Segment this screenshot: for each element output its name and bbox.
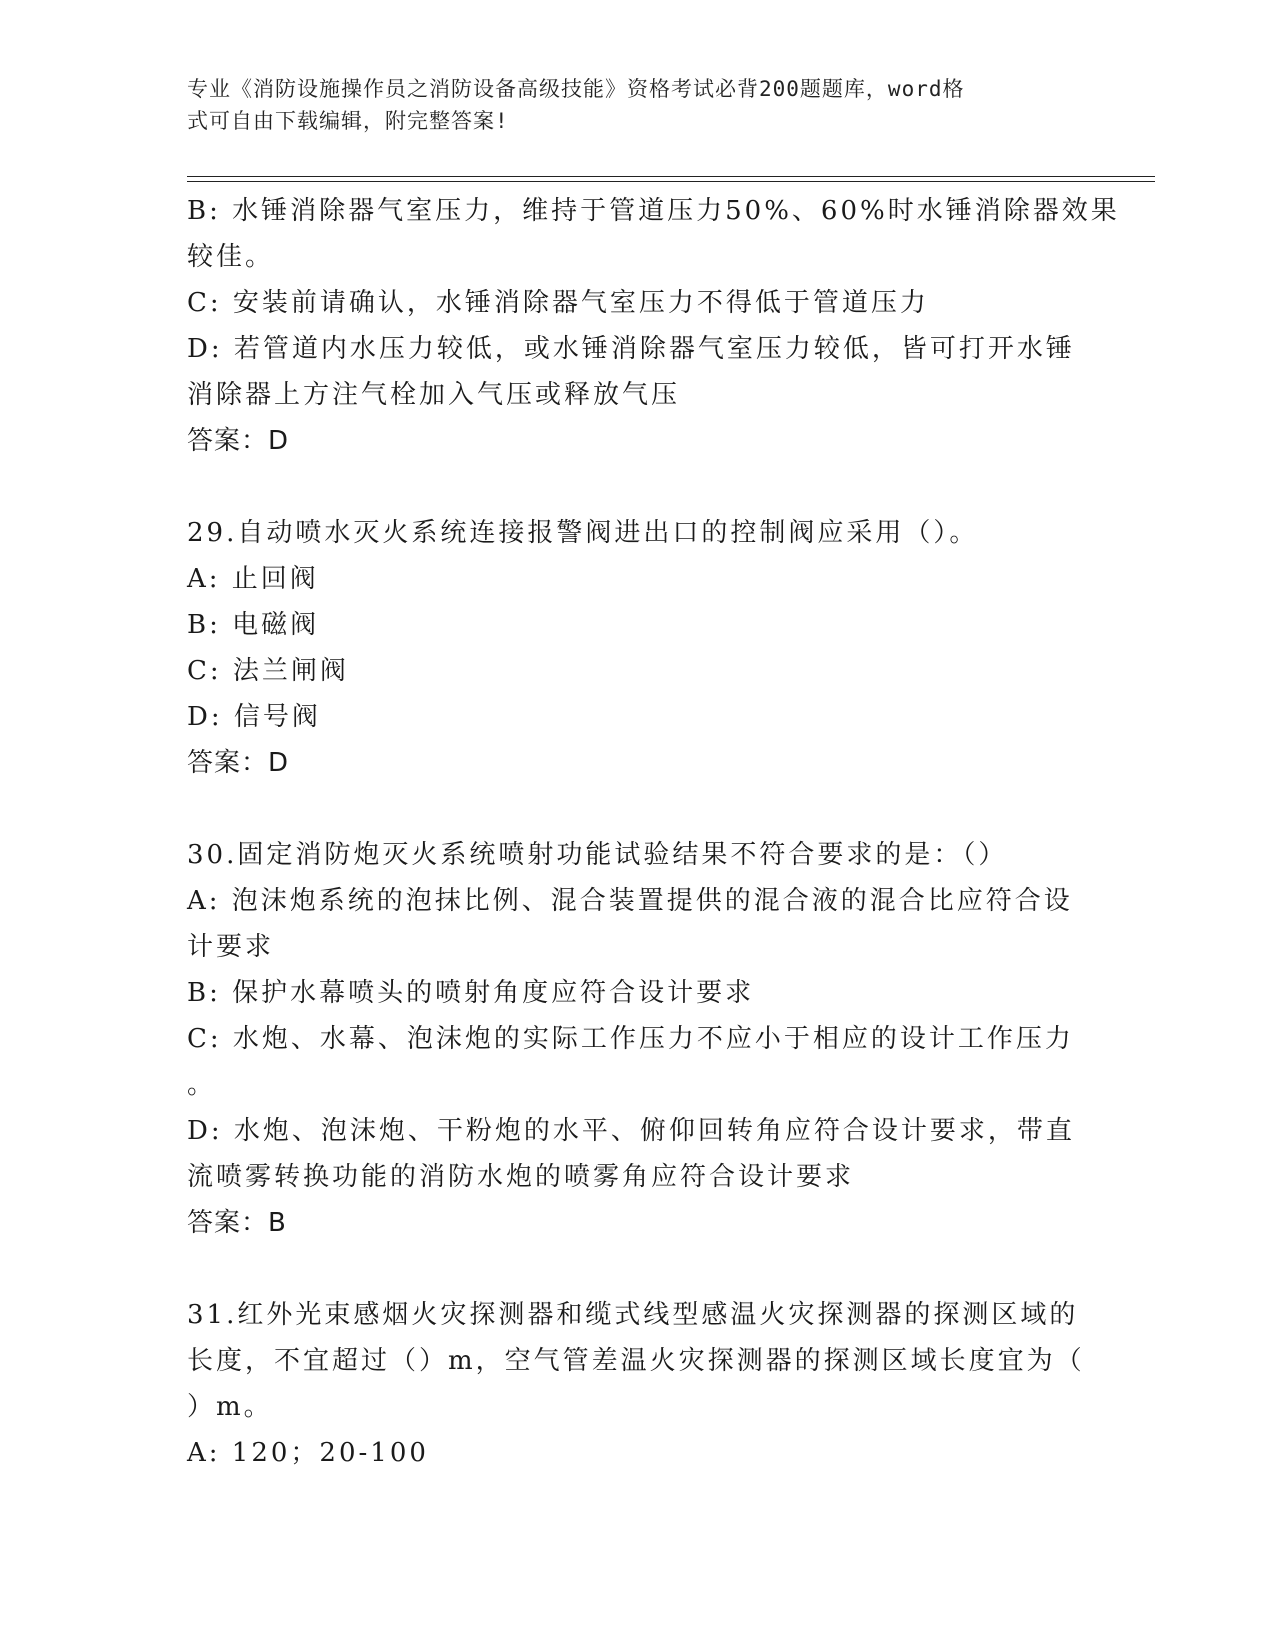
spacer [187, 464, 1087, 510]
option-d-line-2: 消除器上方注气栓加入气压或释放气压 [187, 380, 681, 410]
header-divider-top [187, 176, 1155, 177]
option-c-line-1: C: 水炮、水幕、泡沫炮的实际工作压力不应小于相应的设计工作压力 [187, 1024, 1074, 1054]
question-31 [187, 1292, 1087, 1476]
option-d-line-1: D: 水炮、泡沫炮、干粉炮的水平、俯仰回转角应符合设计要求，带直 [187, 1116, 1075, 1146]
option-b: B: 保护水幕喷头的喷射角度应符合设计要求 [187, 978, 755, 1008]
answer: 答案：D [187, 426, 290, 456]
option-a-line-2: 计要求 [187, 932, 275, 962]
option-a-line-1: A: 泡沫炮系统的泡抹比例、混合装置提供的混合液的混合比应符合设 [187, 886, 1073, 916]
header-divider-bottom [187, 181, 1155, 182]
option-b-line-1: B: 水锤消除器气室压力，维持于管道压力50%、60%时水锤消除器效果 [187, 196, 1120, 226]
option-c: C: 安装前请确认，水锤消除器气室压力不得低于管道压力 [187, 288, 929, 318]
option-c-line-2: 。 [187, 1070, 217, 1100]
option-b-line-2: 较佳。 [187, 242, 275, 272]
answer: 答案：D [187, 748, 290, 778]
document-header [187, 73, 1077, 137]
option-c: C: 法兰闸阀 [187, 656, 349, 686]
header-line-1: 专业《消防设施操作员之消防设备高级技能》资格考试必背200题题库，word格 [187, 77, 965, 101]
option-a: A: 120；20-100 [187, 1438, 429, 1468]
question-stem-line-3: ）m。 [187, 1392, 273, 1422]
question-stem-line-1: 31.红外光束感烟火灾探测器和缆式线型感温火灾探测器的探测区域的 [187, 1300, 1079, 1330]
option-a: A: 止回阀 [187, 564, 319, 594]
spacer [187, 1246, 1087, 1292]
question-content [187, 188, 1120, 1476]
question-28 [187, 188, 1120, 464]
answer: 答案：B [187, 1208, 287, 1238]
spacer [187, 786, 1087, 832]
question-stem: 30.固定消防炮灭火系统喷射功能试验结果不符合要求的是：（） [187, 840, 1008, 870]
header-line-2: 式可自由下载编辑，附完整答案! [187, 109, 509, 133]
question-stem: 29.自动喷水灭火系统连接报警阀进出口的控制阀应采用（）。 [187, 518, 979, 548]
question-29 [187, 510, 1087, 786]
option-d-line-1: D: 若管道内水压力较低，或水锤消除器气室压力较低，皆可打开水锤 [187, 334, 1075, 364]
question-stem-line-2: 长度，不宜超过（）m，空气管差温火灾探测器的探测区域长度宜为（ [187, 1346, 1085, 1376]
question-30 [187, 832, 1087, 1246]
option-d: D: 信号阀 [187, 702, 321, 732]
option-d-line-2: 流喷雾转换功能的消防水炮的喷雾角应符合设计要求 [187, 1162, 855, 1192]
option-b: B: 电磁阀 [187, 610, 320, 640]
